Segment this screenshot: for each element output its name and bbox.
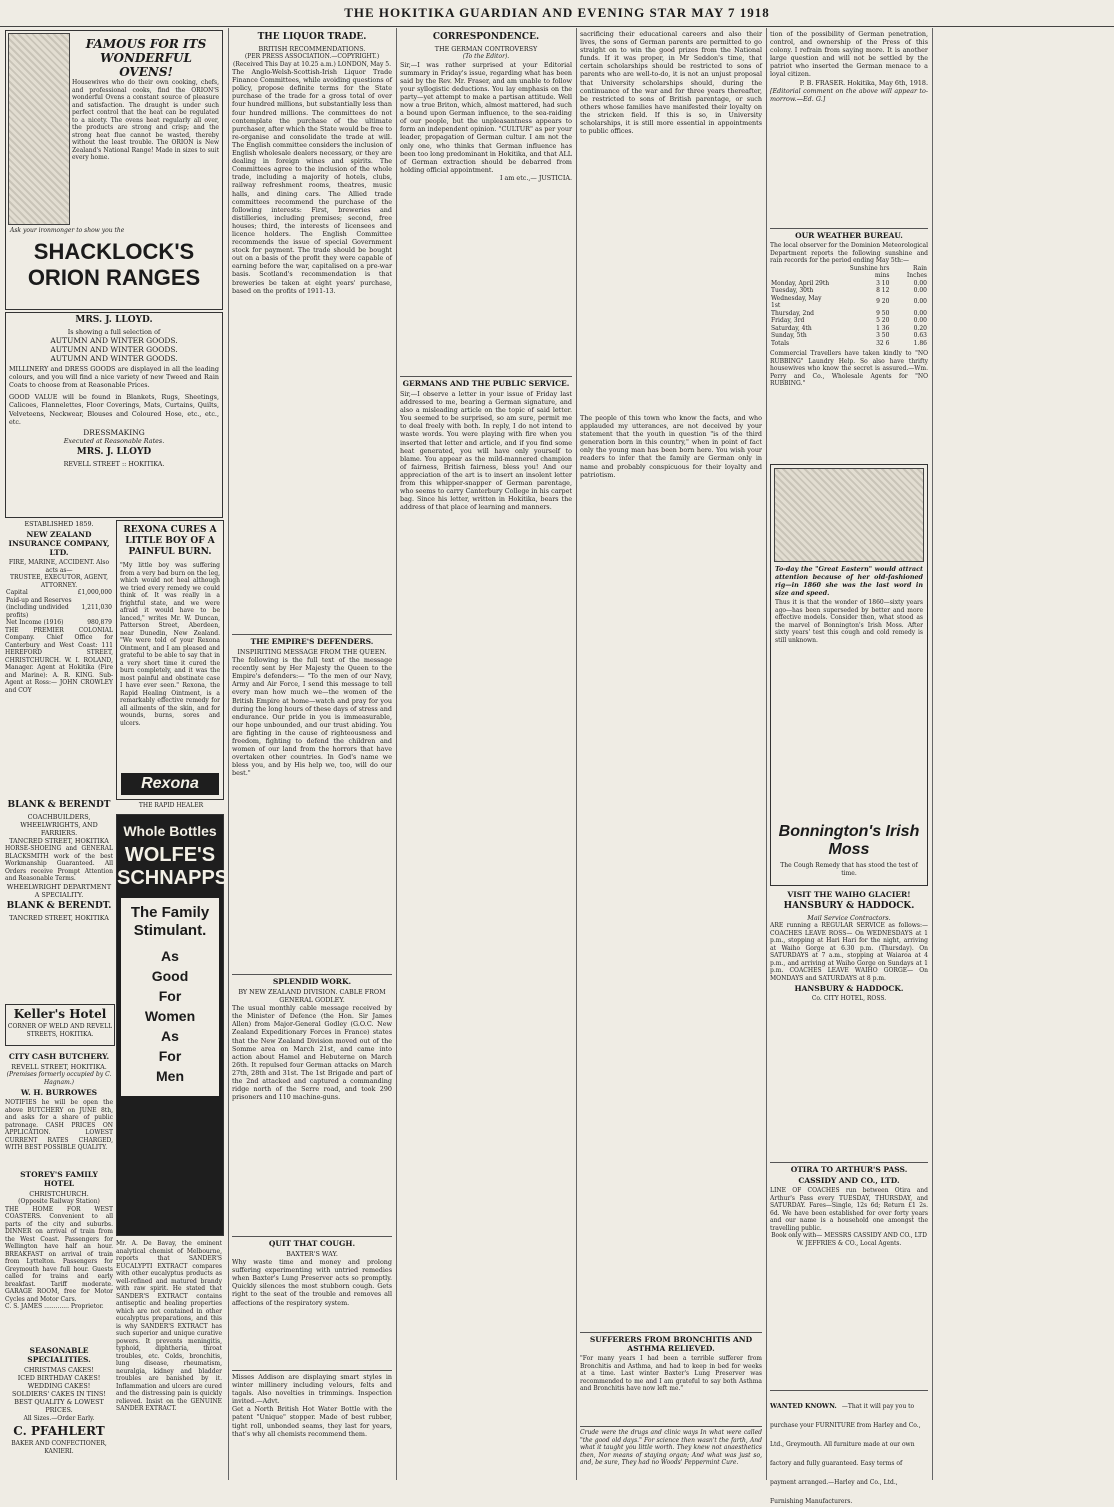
misc-notices	[232, 1368, 392, 1478]
bb-trades: COACHBUILDERS, WHEELWRIGHTS, AND FARRIERS.	[20, 813, 98, 838]
table-cell: Thursday, 2nd	[771, 309, 815, 317]
storey-proprietor: C. S. JAMES ............. Proprietor.	[5, 1303, 104, 1311]
lt-head: THE LIQUOR TRADE.	[257, 32, 367, 42]
wolfes-line-2: Good	[151, 968, 189, 984]
pf-name: C. PFAHLERT	[13, 1424, 105, 1439]
table-cell: 0.00	[913, 279, 927, 287]
wolfes-line-7: Men	[156, 1068, 184, 1084]
table-cell: 1,211,030	[81, 604, 112, 612]
rexona-sub: THE RAPID HEALER	[138, 802, 204, 809]
orion-brand: SHACKLOCK'S ORION RANGES	[27, 239, 201, 290]
lt-body: The Anglo-Welsh-Scottish-Irish Liquor Trade Finance Committees, while avoiding questions of policy, propose definite terms for the State purchase of the trade for a gross total of over four hundred millions, but substantially less than four hundred millions. The committees do not contemplate the purchase of the ultimate purchaser, after which the State would be free to re-organise and consolidate the trade at will. The English committee considers the inclusion of English wholesale dealers necessary, or they are dealing in foreign wines and spirits. The Committees agree to the inclusion of the whole trade, including a majority of hotels, clubs, railway refreshment rooms, theatres, music halls, and dining cars. The Allied trade committees recommend the purchase of the following interests: First, breweries and distilleries, including premises; second, free houses; third, the interests of licensees and licence holders. The English Committee recommends the issue of special Government stock for payment. The trade should be bought out on a basis of the profit they were capable of earning before the war, capitalised on a pre-war basis. Scotland's recommendation is that breweries be taken at eight years' purchase, based on the profits of 1911-13.	[232, 68, 392, 295]
bb-address: TANCRED STREET, HOKITIKA	[9, 837, 109, 846]
cont-sign: P. B. FRASER. Hokitika, May 6th, 1918.	[799, 78, 928, 87]
br-body: "For many years I had been a terrible sufferer from Bronchitis and Asthma, and had to keep in bed for weeks at a time. Last winter Baxter's Lung Preserver was recommended to me and I am grateful to say both Asthma and Bronchitis have now left me."	[580, 1355, 762, 1392]
crude-drugs-verse	[580, 1424, 762, 1478]
column-1	[2, 28, 229, 1480]
table-cell: Tuesday, 30th	[771, 287, 814, 294]
sw-head: SPLENDID WORK.	[272, 977, 352, 986]
column-3	[396, 28, 575, 1480]
storey-opp: (Opposite Railway Station)	[18, 1198, 100, 1206]
wh-address: Co. CITY HOTEL, ROSS.	[811, 995, 887, 1003]
wolfes-line-5: As	[161, 1028, 179, 1044]
lloyd-exec: Executed at Reasonable Rates.	[63, 436, 165, 445]
table-cell: 0.20	[913, 324, 927, 332]
table-cell: Friday, 3rd	[771, 317, 805, 324]
wb-head: OUR WEATHER BUREAU.	[795, 231, 903, 240]
storey-city: CHRISTCHURCH.	[29, 1190, 89, 1198]
orion-body: Housewives who do their own cooking, chefs, and professional cooks, find the ORION'S wonderful Ovens a constant source of pleasure and satisfaction. The draught is under such perfect control that the heat can be regulated to a nicety. The ovens heat regularly all over, the products are strong and crisp; and the strong heat flue cannot be wasted, thereby without the least trouble. The ORION is New Zealand's National Range! Made in sizes to suit every home.	[72, 79, 219, 161]
table-cell: £1,000,000	[77, 589, 112, 597]
table-cell: Capital	[6, 589, 28, 597]
nz-established: ESTABLISHED 1859.	[24, 520, 94, 528]
pf-item-2: ICED BIRTHDAY CAKES!	[17, 1374, 101, 1383]
lloyd-intro: Is showing a full selection of	[67, 328, 161, 336]
storeys-hotel-ad	[5, 1168, 113, 1340]
cont-body-2: The people of this town who know the facts, and who applauded my utterances, are not deceived by your statement that the youth in question "is of the third generation born in this country," when in point of fact only the young man has been born here. You wish your readers to infer that the family are German only in name and probably conspicuous for their loyalty and patriotism.	[580, 414, 762, 479]
table-cell: 8 12	[876, 287, 890, 294]
pf-trade: BAKER AND CONFECTIONER, KANIERI.	[11, 1440, 107, 1455]
ot-body: LINE OF COACHES run between Otira and Arthur's Pass every TUESDAY, THURSDAY, and SATURDAY. Fares—Single, 12s 6d; Return £1 2s. 6d. We have been established for over forty years and our name is a household one amongst the travelling public.	[770, 1187, 928, 1232]
table-cell: Paid-up and Reserves (including undivided profits)	[6, 596, 72, 619]
splendid-work-article	[232, 972, 392, 1230]
bon-body: Thus it is that the wonder of 1860—sixty years ago—has been superseded by better and more effective models. Consider then, what stood as the marvel of Bonnington's Irish Moss. After sixty years' test this cough and cold remedy is still unknown.	[775, 599, 923, 644]
orion-headline: FAMOUS FOR ITS WONDERFUL OVENS!	[85, 37, 207, 79]
table-cell: 5 20	[876, 317, 890, 324]
storey-name: STOREY'S FAMILY HOTEL	[20, 1170, 98, 1188]
letter-continued-2	[580, 414, 762, 1324]
quit-cough-article	[232, 1234, 392, 1364]
bb-body: HORSE-SHOEING and GENERAL BLACKSMITH work of the best Workmanship Guaranteed. All Orders receive Prompt Attention and Reasonable Terms.	[5, 845, 113, 883]
city-prev: (Premises formerly occupied by C. Hagnam.)	[6, 1071, 112, 1086]
lloyd-ad	[5, 312, 223, 518]
empire-defenders-article	[232, 632, 392, 968]
orion-caption: Ask your ironmonger to show you the	[10, 227, 125, 234]
table-row	[5, 597, 113, 620]
city-body: NOTIFIES he will be open the above BUTCHERY on JUNE 8th, and asks for a share of public patronage. CASH PRICES ON APPLICATION. LOWEST CURRENT RATES CHARGED, WITH BEST POSSIBLE QUALITY.	[5, 1099, 113, 1152]
lloyd-value: GOOD VALUE will be found in Blankets, Rugs, Sheetings, Calicoes, Flannelettes, Floor Coverings, Mats, Curtains, Quilts, Velveteens, Neckwear, Blouses and Coloured Hose, etc., etc., etc.	[9, 393, 219, 426]
keller-name: Keller's Hotel	[13, 1007, 107, 1021]
wb-note: Commercial Travellers have taken kindly to "NO RUBBING" Laundry Help. So also have thrifty housewives who know the secret is assured.—Wm. Perry and Co., Wholesale Agents for "NO RUBBING."	[770, 350, 928, 387]
table-cell: 0.63	[913, 332, 927, 339]
qc-head: QUIT THAT COUGH.	[268, 1239, 356, 1248]
hot-water-notice: Get a North British Hot Water Bottle with the patent "Unique" stopper. Made of best rubber, tight roll, unbonded seams, they last for years, that's why all chemists recommend them.	[232, 1405, 392, 1438]
table-cell: 1 36	[876, 324, 890, 332]
lloyd-name-2: MRS. J. LLOYD	[76, 446, 152, 457]
table-cell: 32 6	[876, 339, 890, 347]
wh-head: VISIT THE WAIHO GLACIER!	[787, 890, 911, 899]
table-cell: 9 20	[876, 298, 890, 306]
rexona-logo: Rexona	[121, 773, 219, 795]
column-6	[932, 28, 1113, 1480]
blank-berendt-ad	[5, 798, 113, 998]
table-cell: Wednesday, May 1st	[771, 294, 822, 309]
lloyd-address: REVELL STREET :: HOKITIKA.	[63, 459, 165, 468]
wolfes-line-4: Women	[144, 1008, 196, 1024]
wt-head: WANTED KNOWN.	[770, 1402, 837, 1410]
lloyd-goods-2: AUTUMN AND WINTER GOODS.	[50, 345, 178, 355]
cont-note: [Editorial comment on the above will appear to-morrow.—Ed. G.]	[770, 86, 928, 103]
ed-sub: INSPIRITING MESSAGE FROM THE QUEEN.	[237, 648, 387, 656]
wolfes-line-1: As	[161, 948, 179, 964]
column-insurance	[766, 28, 931, 1480]
gp-body: Sir,—I observe a letter in your issue of Friday last addressed to me, bearing a German signature, and also a misleading article on the topic of said letter. You seemed to be surprised, so am sure, permit me to deal freely with both. In reply, I do not intend to waste words. You were playing with fire when you inserted that letter and article, and if you find some heat generated, you will have only yourself to blame. You appear as the mild-mannered champion of fairness, British fairness, bless you! And our appreciation of the art is to insert an insolent letter from this whipper-snapper of German parentage, who seems to carry Canterbury College in his carpet bag. Since his letter, written in Hokitika, bears the address of that place of learning and manners.	[400, 390, 572, 512]
table-cell: 0.00	[913, 298, 927, 306]
sw-sub: BY NEW ZEALAND DIVISION. CABLE FROM GENERAL GODLEY.	[238, 988, 386, 1005]
ot-head: OTIRA TO ARTHUR'S PASS.	[790, 1165, 908, 1174]
lloyd-name: MRS. J. LLOYD.	[75, 315, 153, 325]
city-owner: W. H. BURROWES	[20, 1088, 98, 1098]
column-4	[576, 28, 765, 1480]
liquor-trade-article	[232, 30, 392, 626]
table-cell: 3 10	[876, 279, 890, 287]
table-row	[5, 619, 113, 627]
bb-name-2: BLANK & BERENDT.	[6, 901, 112, 912]
wolfes-panel	[121, 898, 219, 1096]
cor-head: CORRESPONDENCE.	[432, 32, 540, 42]
pf-sizes: All Sizes.—Order Early.	[23, 1414, 95, 1422]
nz-figures-table	[5, 589, 113, 627]
table-cell: 3 50	[876, 332, 890, 339]
table-cell: Saturday, 4th	[771, 324, 812, 332]
column-2	[228, 28, 395, 1480]
wh-name-2: HANSBURY & HADDOCK.	[794, 984, 904, 994]
ed-head: THE EMPIRE'S DEFENDERS.	[250, 637, 374, 646]
lloyd-goods-1: AUTUMN AND WINTER GOODS.	[50, 336, 178, 346]
rexona-body: "My little boy was suffering from a very bad burn on the leg, which would not heal although we tried every remedy we could think of. It was really in a frightful state, and we were afraid it would have to be lanced," writes Mr. W. Duncan, Patterson Street, Aberdeen, near Dunedin, New Zealand. "We were told of your Rexona Ointment, and I am pleased and grateful to be able to say that in a very short time it cured the burn completely, and it was the most painful and obstinate case I have ever seen." Rexona, the Rapid Healing Ointment, is a remarkably effective remedy for all ailments of the skin, and for wounds, burns, sores and ulcers.	[120, 562, 220, 727]
city-address: REVELL STREET, HOKITIKA.	[11, 1063, 107, 1071]
table-cell: Monday, April 29th	[771, 279, 830, 287]
rexona-ad	[116, 520, 224, 800]
wolfes-line-6: For	[158, 1048, 182, 1064]
storey-body: THE HOME FOR WEST COASTERS. Convenient to all parts of the city and suburbs. DINNER on arrival of train from the West Coast. Passengers for Wellington have half an hour. BREAKFAST on arrival of train from Lyttelton. Passengers for Greymouth have full hour. Guests called for trains and early breakfast. Tariff moderate. GARAGE ROOM, free for Motor Cycles and Motor Cars.	[5, 1205, 113, 1303]
lloyd-dressmaking: DRESSMAKING	[83, 427, 145, 437]
nz-title: NEW ZEALAND INSURANCE COMPANY, LTD.	[8, 530, 110, 558]
keller-address: CORNER OF WELD AND REVELL STREETS, HOKITIKA.	[7, 1023, 113, 1038]
rexona-headline: REXONA CURES A LITTLE BOY OF A PAINFUL BURN.	[123, 525, 217, 557]
cor-to: (To the Editor).	[462, 53, 510, 61]
bb-wheelwright: WHEELWRIGHT DEPARTMENT A SPECIALITY.	[6, 882, 112, 899]
nz-insurance-ad	[5, 520, 113, 790]
wolfes-top: Whole Bottles	[123, 823, 217, 839]
bon-caption: To-day the "Great Eastern" would attract attention because of her old-fashioned rig—in 1860 she was the last word in size and speed.	[775, 565, 923, 598]
wh-name: HANSBURY & HADDOCK.	[783, 901, 915, 911]
bon-tag: The Cough Remedy that has stood the test of time.	[780, 862, 918, 877]
wb-intro: The local observer for the Dominion Meteorological Department reports the following sunshine and rain records for the period ending May 5th:—	[770, 242, 928, 264]
masthead-title: THE HOKITIKA GUARDIAN AND EVENING STAR MAY 7 1918	[344, 5, 770, 20]
addison-notice: Misses Addison are displaying smart styles in winter millinery including velours, felts and tagals. Also novelties in trimmings. Inspection invited.—Advt.	[232, 1373, 392, 1406]
crude-body: Crude were the drugs and clinic ways In what were called "the good old days." For science then wasn't the farth, And what it taught you little worth. They knew not anaesthetics then, Nor means of staying organ; And what was just so, and, be sure, They had no Woods' Peppermint Cure.	[580, 1429, 762, 1466]
lloyd-body: MILLINERY and DRESS GOODS are displayed in all the leading colours, and you will find a nice variety of new Tweed and Rain Coats to choose from at Reasonable Prices.	[9, 365, 219, 390]
table-cell: Sunday, 5th	[771, 332, 807, 339]
wh-body: ARE running a REGULAR SERVICE as follows:— COACHES LEAVE ROSS— On WEDNESDAYS at 1 p.m., stopping at Hari Hari for the night, arriving at Waiho Gorge at 6.30 p.m. (Thursday). On SATURDAYS at 7 a.m., stopping at Waiaroa at 4 p.m., and arriving at Waiho Gorge on Sundays at 1 p.m. COACHES LEAVE WAIHO GORGE— On MONDAYS and SATURDAYS at 8 p.m.	[770, 922, 928, 982]
nz-kinds: FIRE, MARINE, ACCIDENT. Also acts as—	[8, 559, 110, 574]
table-header: Rain Inches	[906, 264, 927, 279]
orion-range-ad	[5, 30, 223, 310]
lloyd-goods-3: AUTUMN AND WINTER GOODS.	[50, 354, 178, 364]
cor-sign: I am etc.,— JUSTICIA.	[499, 173, 572, 182]
cont-body: sacrificing their educational careers and also their lives, the sons of German parents are permitted to go straight on to win the good prizes from the National funds. If it was proper, in Mr Seddon's time, that certain scholarships should be restricted to sons of parents who are well-to-do, it is not an unjust proposal that University scholarships should, during the continuance of the war and for three years thereafter, be restricted to sons of British parentage, or such others whose families have manifested their loyalty on the stricken field. If this is so, in University scholarships, it is still more essential in appointments to public offices.	[580, 30, 762, 136]
table-cell: Totals	[771, 339, 790, 347]
table-header: Sunshine hrs mins	[849, 264, 890, 279]
sw-body: The usual monthly cable message received by the Minister of Defence (the Hon. Sir James Allen) from Major-General Godley (G.O.C. New Zealand Expeditionary Forces in France) states that the New Zealand Division moved out of the Somme area on March 21st, and came into action about Hamel and Hebuterne on March 26th. It repulsed four German attacks on March 27th, 28th and 31st. The 1st Brigade and part of the 2nd attacked and captured a commanding ridge north of the Serre road, and took 290 prisoners and 110 machine-guns.	[232, 1004, 392, 1102]
bon-brand: Bonnington's Irish Moss	[778, 823, 920, 858]
wh-sub: Mail Service Contractors.	[807, 914, 891, 922]
wolfes-tagline: The Family Stimulant.	[130, 904, 210, 939]
table-cell: 0.00	[913, 287, 927, 294]
pf-quality: BEST QUALITY & LOWEST PRICES.	[14, 1398, 104, 1415]
qc-body: Why waste time and money and prolong suffering experimenting with untried remedies when Baxter's Lung Preserver acts so promptly. Quickly silences the most stubborn cough. Gets right to the seat of the trouble and removes all affections of the respiratory system.	[232, 1258, 392, 1307]
pfahlert-ad	[5, 1344, 113, 1478]
bb-name: BLANK & BERENDT	[7, 800, 111, 810]
table-cell: 980,879	[87, 619, 112, 627]
woman-illustration	[8, 33, 70, 225]
wolfes-line-3: For	[158, 988, 182, 1004]
wolfes-schnapps-ad	[116, 814, 229, 1236]
bronchitis-notice	[580, 1330, 762, 1420]
cor-body: Sir,—I was rather surprised at your Editorial summary in Friday's issue, regarding what has been said by the Rev. Mr. Fraser, and am unable to follow your syllogistic deductions. You lay emphasis on the party—yet attempt to make a partisan attitude. Well now a true Briton, which, almost mattered, had such a bound upon German influence, to the sea-raiding of our people, but the unpleasantness appears to form an independent opinion. "CULTUR" as per your leader, propagation of German cultur. I am not the only one, who thinks that German influence has been too long predominant in Hokitika, and that ALL of German extraction should be debarred from holding official appointment.	[400, 60, 572, 174]
table-cell: Net Income (1916)	[6, 619, 64, 627]
nz-body: THE PREMIER COLONIAL Company. Chief Office for Canterbury and West Coast: 111 HEREFORD STREET, CHRISTCHURCH. W. I. ROLAND, Manager. Agent at Hokitika (Fire and Marine): A. R. KING. Sub-Agent at Ross:— JOHN CROWLEY and COY	[5, 626, 113, 694]
gp-head: GERMANS AND THE PUBLIC SERVICE.	[402, 379, 570, 388]
nz-trustee: TRUSTEE, EXECUTOR, AGENT, ATTORNEY.	[10, 574, 108, 589]
table-cell: 0.00	[913, 317, 927, 324]
wolfes-brand: WOLFE'S SCHNAPPS	[117, 844, 229, 889]
ed-body: The following is the full text of the message recently sent by Her Majesty the Queen to the Empire's defenders:— "To the men of our Navy, Army and Air Force, I send this message to tell every man how much we—the women of the British Empire at home—watch and pray for you during the long hours of these days of stress and endurance. Our pride in you is immeasurable, our hope unbounded, and our trust abiding. You are fighting in the cause of righteousness and freedom, fighting to defend the children and women of our land from the horrors that have overtaken other countries. In God's name we bless you, and by His help we, too, will do our best."	[232, 656, 392, 778]
wt-body: —That it will pay you to purchase your FURNITURE from Harley and Co., Ltd., Greymouth. All furniture made at our own factory and fully guaranteed. Easy terms of payment arranged.—Harley and Co., Ltd., Furnishing Manufacturers.	[770, 1403, 921, 1505]
pf-item-1: CHRISTMAS CAKES!	[24, 1366, 94, 1374]
bb-address-2: TANCRED STREET, HOKITIKA	[9, 914, 109, 923]
lt-dateline: (Received This Day at 10.25 a.m.) LONDON, May 5.	[233, 60, 391, 68]
germans-public-service-letter	[400, 374, 572, 1474]
table-row	[5, 589, 113, 597]
pf-head: SEASONABLE SPECIALITIES.	[27, 1346, 91, 1364]
cont-top: tion of the possibility of German penetration, control, and ownership of the Press of this colony. I refrain from saying more. It is another large question and will not be settled by the patriot who inserted the German menace to a loyal citizen.	[770, 30, 928, 79]
table-cell: 1.86	[913, 339, 927, 347]
pf-item-4: SOLDIERS' CAKES IN TINS!	[12, 1390, 106, 1399]
pf-item-3: WEDDING CAKES!	[27, 1382, 91, 1391]
table-cell: 9 50	[876, 309, 890, 317]
kellers-hotel-ad	[5, 1004, 115, 1046]
lt-press: (PER PRESS ASSOCIATION.—COPYRIGHT.)	[244, 53, 380, 61]
cor-sub: THE GERMAN CONTROVERSY	[434, 45, 538, 53]
city-name: CITY CASH BUTCHERY.	[8, 1052, 110, 1061]
sander-article: Mr. A. De Bavay, the eminent analytical chemist of Melbourne, reports that SANDER'S EUCALYPTI EXTRACT compares with other eucalyptus products as well-refined and matured brandy with raw spirit. He stated that SANDER'S EXTRACT contains antiseptic and healing properties which are not contained in other eucalyptus preparations, and this is why SANDER'S EXTRACT has such superior and unique curative powers. It prevents meningitis, typhoid, diphtheria, throat troubles, etc. Colds, bronchitis, lung disease, rheumatism, neuralgia, kidney and bladder troubles are banished by it. Inflammation and ulcers are cured and the distressing pain is quickly relieved. Insist on the GENUINE SANDER EXTRACT.	[116, 1240, 222, 1412]
br-head: SUFFERERS FROM BRONCHITIS AND ASTHMA RELIEVED.	[589, 1335, 753, 1353]
ot-book: Book only with— MESSRS CASSIDY AND CO., LTD W. JEFFRIES & CO., Local Agents.	[771, 1232, 927, 1247]
masthead	[0, 0, 1114, 27]
lt-sub: BRITISH RECOMMENDATIONS.	[258, 45, 366, 53]
city-butchery-ad	[5, 1050, 113, 1162]
correspondence-section	[400, 30, 572, 370]
qc-sub: BAXTER'S WAY.	[286, 1250, 338, 1258]
table-cell: 0.00	[913, 309, 927, 317]
letter-continued	[580, 30, 762, 410]
ot-name: CASSIDY AND CO., LTD.	[798, 1176, 900, 1185]
